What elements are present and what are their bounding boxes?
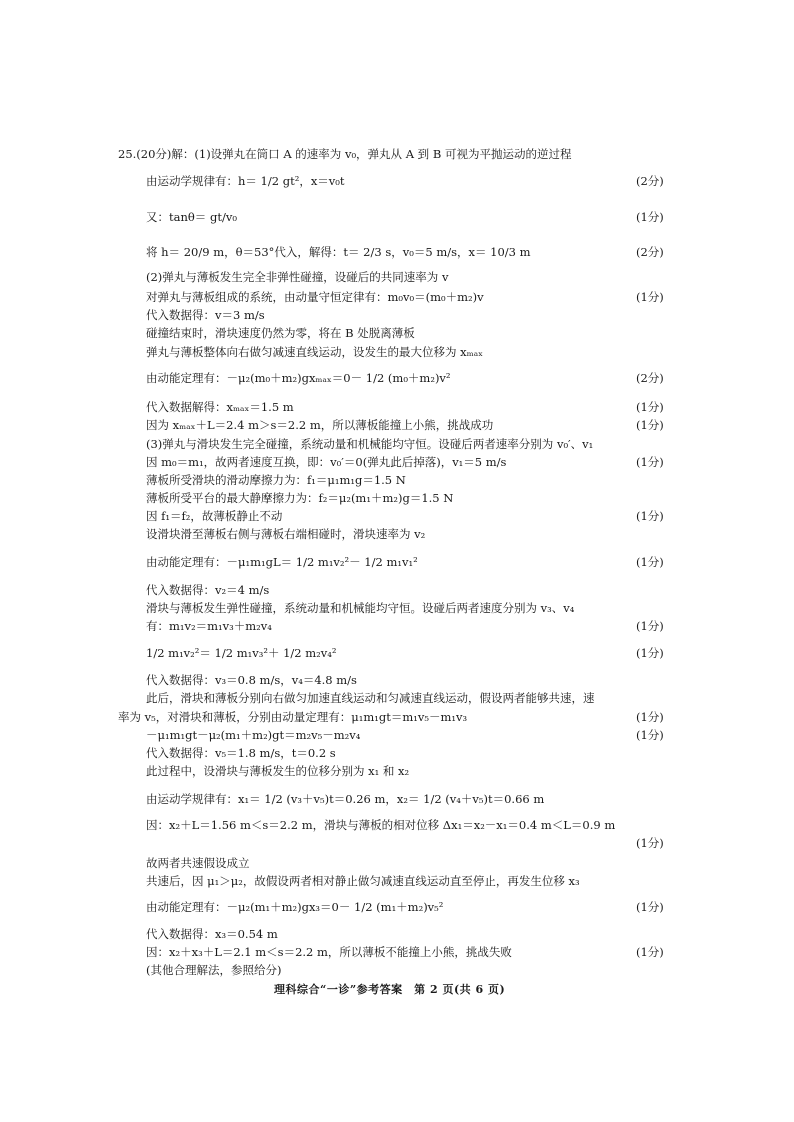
score: (1分) (636, 210, 664, 224)
line-success: 因为 xₘₐₓ＋L＝2.4 m＞s＝2.2 m，所以薄板能撞上小熊，挑战成功 (146, 418, 494, 432)
score: (1分) (636, 290, 664, 304)
score: (1分) (636, 900, 664, 914)
line-part3: (3)弹丸与滑块发生完全碰撞，系统动量和机械能均守恒。设碰后两者速率分别为 v₀′、v₁ (146, 437, 594, 451)
score: (1分) (636, 619, 664, 633)
line-collision-end: 碰撞结束时，滑块速度仍然为零，将在 B 处脱离薄板 (146, 326, 415, 340)
line-x3: 代入数据得：x₃＝0.54 m (146, 927, 278, 941)
score: (1分) (636, 418, 664, 432)
line-v5: 代入数据得：v₅＝1.8 m/s，t＝0.2 s (146, 746, 336, 760)
score: (2分) (636, 245, 664, 259)
line-impulse-1: 率为 v₅，对滑块和薄板，分别由动量定理有：μ₁m₁gt＝m₁v₅－m₁v₃ (118, 710, 468, 724)
line-kinematics: 由运动学规律有：h＝ 1/2 gt²，x＝v₀t (146, 174, 345, 188)
line-impulse-2: －μ₁m₁gt－μ₂(m₁＋m₂)gt＝m₂v₅－m₂v₄ (146, 728, 361, 742)
score: (1分) (636, 455, 664, 469)
line-decel: 弹丸与薄板整体向右做匀减速直线运动，设发生的最大位移为 xₘₐₓ (146, 345, 484, 359)
line-displacement-setup: 此过程中，设滑块与薄板发生的位移分别为 x₁ 和 x₂ (146, 764, 410, 778)
line-v2: 代入数据得：v₂＝4 m/s (146, 583, 270, 597)
line-elastic: 滑块与薄板发生弹性碰撞，系统动量和机械能均守恒。设碰后两者速度分别为 v₃、v₄ (146, 601, 575, 615)
score: (1分) (636, 400, 664, 414)
score: (1分) (636, 710, 664, 724)
line-assumption: 故两者共速假设成立 (146, 856, 250, 870)
line-note: (其他合理解法，参照给分) (146, 963, 282, 977)
score: (1分) (636, 555, 664, 569)
line-xmax: 代入数据解得：xₘₐₓ＝1.5 m (146, 400, 294, 414)
line-common-speed: 此后，滑块和薄板分别向右做匀加速直线运动和匀减速直线运动，假设两者能够共速，速 (146, 691, 595, 705)
score: (2分) (636, 174, 664, 188)
line-displacements: 由运动学规律有：x₁＝ 1/2 (v₃＋v₅)t＝0.26 m，x₂＝ 1/2 (v₄＋v₅)t＝0.66 m (146, 792, 545, 806)
score: (1分) (636, 945, 664, 959)
line-exchange: 因 m₀＝m₁，故两者速度互换，即：v₀′＝0(弹丸此后掉落)，v₁＝5 m/s (146, 455, 507, 469)
score: (2分) (636, 371, 664, 385)
page-footer: 理科综合“一诊”参考答案 第 2 页(共 6 页) (274, 983, 506, 996)
line-energy-1: 由动能定理有：－μ₂(m₀＋m₂)gxₘₐₓ＝0－ 1/2 (m₀＋m₂)v² (146, 371, 451, 385)
line-energy-4: 由动能定理有：－μ₂(m₁＋m₂)gx₃＝0－ 1/2 (m₁＋m₂)v₅² (146, 900, 444, 914)
question-header: 25.(20分)解：(1)设弹丸在筒口 A 的速率为 v₀，弹丸从 A 到 B 可视为平抛运动的逆过程 (118, 147, 572, 161)
line-v: 代入数据得：v＝3 m/s (146, 308, 265, 322)
line-substitute: 将 h＝ 20/9 m，θ＝53°代入，解得：t＝ 2/3 s，v₀＝5 m/s，x＝ 10/3 m (146, 245, 531, 259)
line-after-common: 共速后，因 μ₁＞μ₂，故假设两者相对静止做匀减速直线运动直至停止，再发生位移 x₃ (146, 874, 580, 888)
line-momentum-2: 有：m₁v₂＝m₁v₃＋m₂v₄ (146, 619, 272, 633)
line-tan: 又：tanθ＝ gt/v₀ (146, 210, 237, 224)
line-relative: 因：x₂＋L＝1.56 m＜s＝2.2 m，滑块与薄板的相对位移 Δx₁＝x₂－x₁＝0.4 m＜L＝0.9 m (146, 818, 616, 832)
line-fail: 因：x₂＋x₃＋L＝2.1 m＜s＝2.2 m，所以薄板不能撞上小熊，挑战失败 (146, 945, 512, 959)
line-energy-3: 1/2 m₁v₂²＝ 1/2 m₁v₃²＋ 1/2 m₂v₄² (146, 646, 337, 660)
score: (1分) (636, 728, 664, 742)
score: (1分) (636, 646, 664, 660)
line-f2: 薄板所受平台的最大静摩擦力为：f₂＝μ₂(m₁＋m₂)g＝1.5 N (146, 491, 454, 505)
score: (1分) (636, 509, 664, 523)
line-energy-2: 由动能定理有：－μ₁m₁gL＝ 1/2 m₁v₂²－ 1/2 m₁v₁² (146, 555, 418, 569)
line-momentum: 对弹丸与薄板组成的系统，由动量守恒定律有：m₀v₀＝(m₀＋m₂)v (146, 290, 484, 304)
line-static: 因 f₁＝f₂，故薄板静止不动 (146, 509, 283, 523)
line-part2: (2)弹丸与薄板发生完全非弹性碰撞，设碰后的共同速率为 v (146, 270, 449, 284)
score: (1分) (636, 836, 664, 850)
line-v3-v4: 代入数据得：v₃＝0.8 m/s，v₄＝4.8 m/s (146, 673, 357, 687)
line-v2-setup: 设滑块滑至薄板右侧与薄板右端相碰时，滑块速率为 v₂ (146, 527, 426, 541)
line-f1: 薄板所受滑块的滑动摩擦力为：f₁＝μ₁m₁g＝1.5 N (146, 473, 406, 487)
